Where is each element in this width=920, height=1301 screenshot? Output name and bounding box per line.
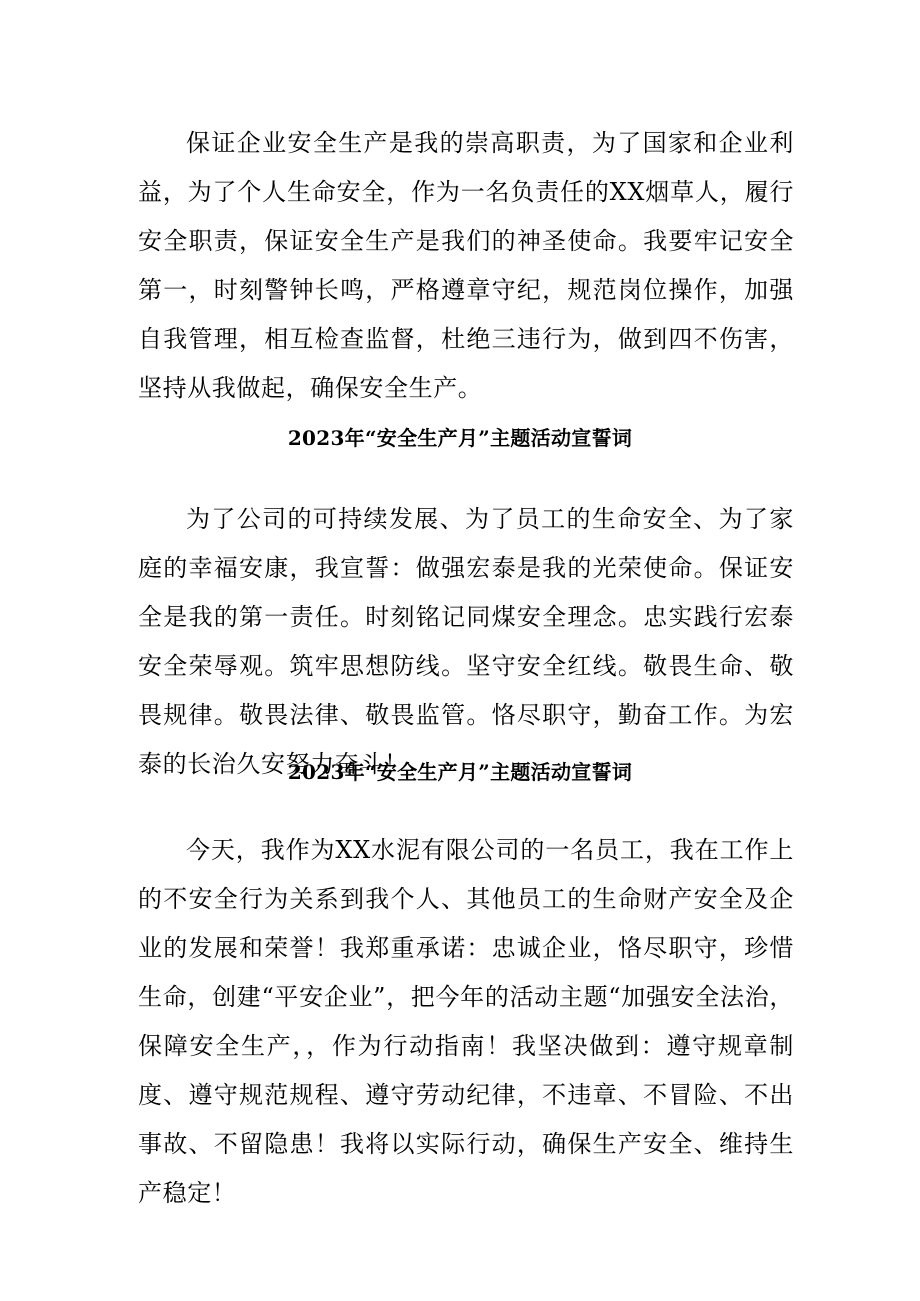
section-title-pledge-2: 2023年“安全生产月”主题活动宣誓词 [287, 760, 633, 784]
section-title-pledge-1: 2023年“安全生产月”主题活动宣誓词 [287, 426, 633, 450]
paragraph-pledge-2: 今天，我作为XX水泥有限公司的一名员工，我在工作上的不安全行为关系到我个人、其他员工的生命财产安全及企业的发展和荣誉！我郑重承诺：忠诚企业，恪尽职守，珍惜生命，创建“平安企业”，把今年的活动主题“加强安全法治，保障安全生产，，作为行动指南！我坚决做到：遵守规章制度、遵守规范规程、遵守劳动纪律，不违章、不冒险、不出事故、不留隐患！我将以实际行动，确保生产安全、维持生产稳定！ [138, 836, 794, 1207]
paragraph-pledge-1: 为了公司的可持续发展、为了员工的生命安全、为了家庭的幸福安康，我宣誓：做强宏泰是我的光荣使命。保证安全是我的第一责任。时刻铭记同煤安全理念。忠实践行宏泰安全荣辱观。筑牢思想防线。坚守安全红线。敬畏生命、敬畏规律。敬畏法律、敬畏监管。恪尽职守，勤奋工作。为宏泰的长治久安努力奋斗！ [138, 505, 794, 778]
paragraph-pledge-intro: 保证企业安全生产是我的崇高职责，为了国家和企业利益，为了个人生命安全，作为一名负责任的XX烟草人，履行安全职责，保证安全生产是我们的神圣使命。我要牢记安全第一，时刻警钟长鸣，严格遵章守纪，规范岗位操作，加强自我管理，相互检查监督，杜绝三违行为，做到四不伤害，坚持从我做起，确保安全生产。 [138, 129, 794, 402]
